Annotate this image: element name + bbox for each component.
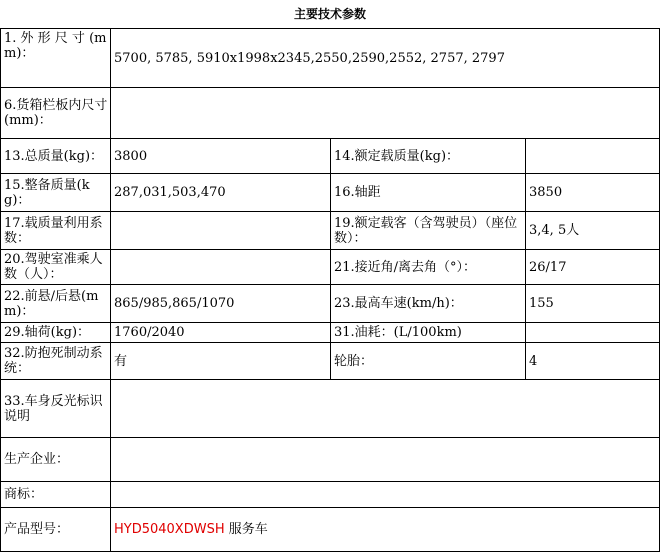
abs-value: 有 xyxy=(111,343,331,380)
model-code: HYD5040XDWSH xyxy=(114,522,225,537)
reflective-marking-value xyxy=(111,380,660,438)
table-row xyxy=(1,380,660,438)
model-value xyxy=(111,508,660,552)
load-utilization-value xyxy=(111,212,331,250)
max-speed-value: 155 xyxy=(526,285,660,323)
approach-departure-angle-value: 26/17 xyxy=(526,250,660,285)
cargo-box-size-value xyxy=(111,88,660,139)
rated-passengers-value: 3,4, 5人 xyxy=(526,212,660,250)
total-mass-label: 13.总质量(kg)： xyxy=(1,139,111,174)
overhang-value: 865/985,865/1070 xyxy=(111,285,331,323)
table-row xyxy=(1,508,660,552)
table-row xyxy=(1,250,660,285)
wheelbase-label: 16.轴距 xyxy=(331,174,526,212)
table-row xyxy=(1,212,660,250)
spec-table xyxy=(0,28,660,552)
fuel-consumption-value xyxy=(526,323,660,343)
table-row xyxy=(1,482,660,508)
wheelbase-value: 3850 xyxy=(526,174,660,212)
rated-load-label: 14.额定载质量(kg)： xyxy=(331,139,526,174)
dimension-value: 5700, 5785, 5910x1998x2345,2550,2590,2552, 2757, 2797 xyxy=(111,29,660,88)
fuel-consumption-label: 31.油耗：(L/100km) xyxy=(331,323,526,343)
curb-mass-label: 15.整备质量(kg)： xyxy=(1,174,111,212)
rated-load-value xyxy=(526,139,660,174)
dimension-label: 1. 外 形 尺 寸 (mm)： xyxy=(1,29,111,88)
overhang-label: 22.前悬/后悬(mm)： xyxy=(1,285,111,323)
brand-label: 商标： xyxy=(1,482,111,508)
table-row xyxy=(1,88,660,139)
table-row xyxy=(1,438,660,482)
tire-label: 轮胎： xyxy=(331,343,526,380)
max-speed-label: 23.最高车速(km/h)： xyxy=(331,285,526,323)
table-row xyxy=(1,343,660,380)
rated-passengers-label: 19.额定载客（含驾驶员）（座位数）： xyxy=(331,212,526,250)
model-name: 服务车 xyxy=(224,522,268,537)
reflective-marking-label: 33.车身反光标识说明 xyxy=(1,380,111,438)
load-utilization-label: 17.载质量利用系数： xyxy=(1,212,111,250)
brand-value xyxy=(111,482,660,508)
table-title: 主要技术参数 xyxy=(293,7,366,21)
tire-value: 4 xyxy=(526,343,660,380)
cab-capacity-value xyxy=(111,250,331,285)
abs-label: 32.防抱死制动系统： xyxy=(1,343,111,380)
approach-departure-angle-label: 21.接近角/离去角（°）： xyxy=(331,250,526,285)
manufacturer-label: 生产企业： xyxy=(1,438,111,482)
manufacturer-value xyxy=(111,438,660,482)
axle-load-value: 1760/2040 xyxy=(111,323,331,343)
table-row xyxy=(1,139,660,174)
cargo-box-size-label: 6.货箱栏板内尺寸(mm)： xyxy=(1,88,111,139)
model-label: 产品型号： xyxy=(1,508,111,552)
table-row xyxy=(1,285,660,323)
table-row xyxy=(1,29,660,88)
table-row xyxy=(1,323,660,343)
cab-capacity-label: 20.驾驶室准乘人数（人）： xyxy=(1,250,111,285)
axle-load-label: 29.轴荷(kg)： xyxy=(1,323,111,343)
curb-mass-value: 287,031,503,470 xyxy=(111,174,331,212)
table-row xyxy=(1,174,660,212)
total-mass-value: 3800 xyxy=(111,139,331,174)
